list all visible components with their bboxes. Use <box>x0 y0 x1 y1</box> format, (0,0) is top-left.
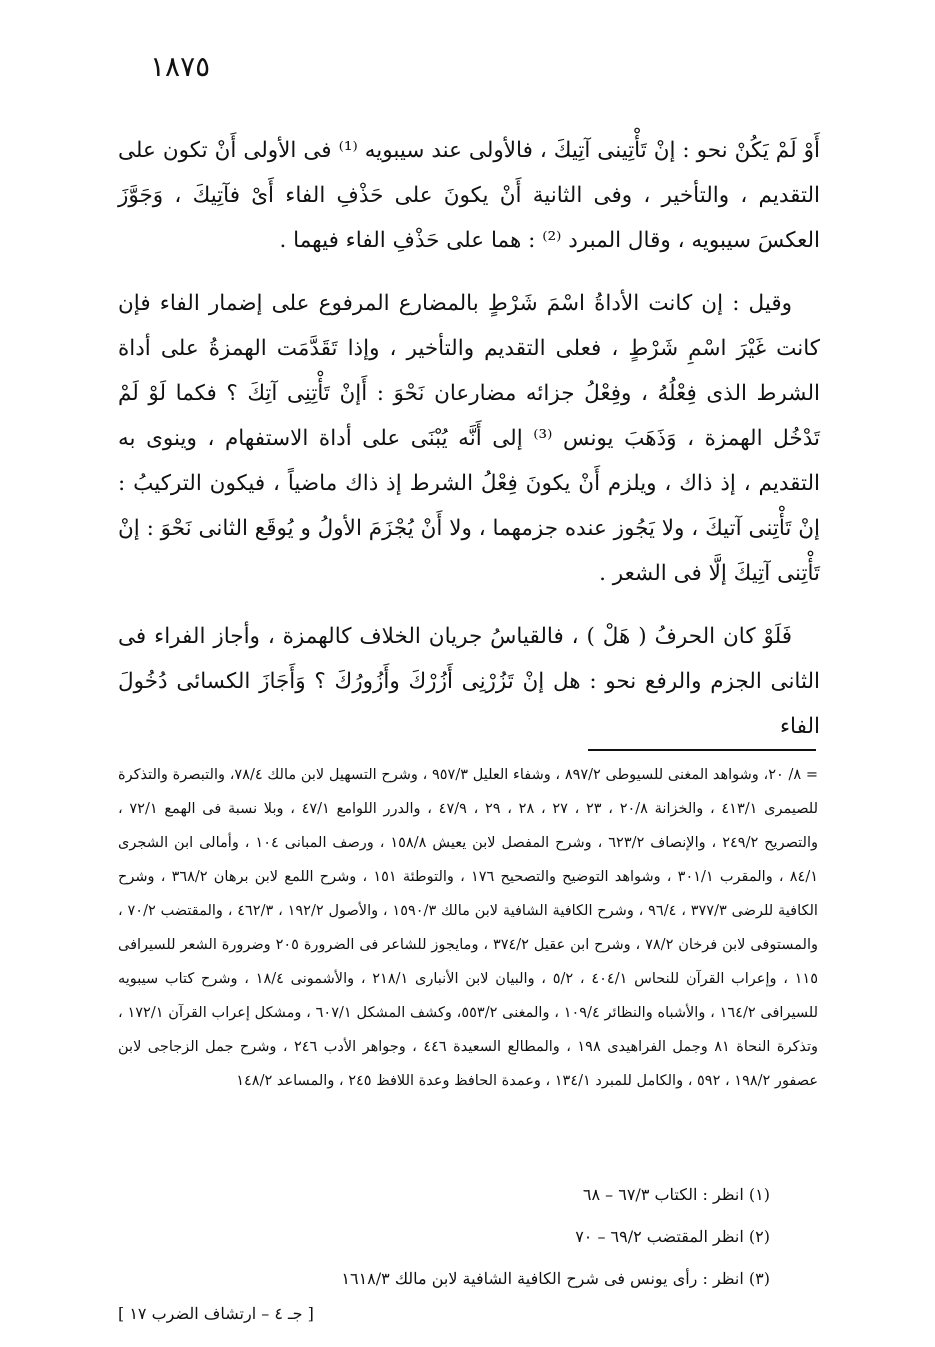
sources-continuation: = ٨/ ٢٠، وشواهد المغنى للسيوطى ٨٩٧/٢ ، وشفاء العليل ٩٥٧/٣ ، وشرح التسهيل لابن مالك ٧٨/٤، والتبصرة والتذكرة للصيمرى ٤١٣/١ ، والخزانة ٢٠/٨ ، ٢٣ ، ٢٧ ، ٢٨ ، ٢٩ ، ٤٧/٩ ، والدرر اللوامع ٤٧/١ ، وبلا نسبة فى الهمع ٧٢/١ ، والتصريح ٢٤٩/٢ ، والإنصاف ٦٢٣/٢ ، وشرح المفصل لابن يعيش ١٥٨/٨ ، ورصف المبانى ١٠٤ ، وأمالى ابن الشجرى ٨٤/١ ، والمقرب ٣٠١/١ ، وشواهد التوضيح والتصحيح ١٧٦ ، والتوطئة ١٥١ ، وشرح اللمع لابن برهان ٣٦٨/٢ ، وشرح الكافية للرضى ٣٧٧/٣ ، ٩٦/٤ ، وشرح الكافية الشافية لابن مالك ١٥٩٠/٣ ، والأصول ١٩٢/٢ ، ٤٦٢/٣ ، والمقتضب ٧٠/٢ ، والمستوفى لابن فرخان ٧٨/٢ ، وشرح ابن عقيل ٣٧٤/٢ ، ومايجوز للشاعر فى الضرورة ٢٠٥ وضرورة الشعر للسيرافى ١١٥ ، وإعراب القرآن للنحاس ٤٠٤/١ ، ٥/٢ ، والبيان لابن الأنبارى ٢١٨/١ ، والأشمونى ١٨/٤ ، وشرح كتاب سيبويه للسيرافى ١٦٤/٢ ، والأشباه والنظائر ١٠٩/٤ ، والمغنى ٥٥٣/٢، وكشف المشكل ٦٠٧/١ ، ومشكل إعراب القرآن ١٧٢/١ ، وتذكرة النحاة ٨١ وجمل الفراهيدى ١٩٨ ، والمطالع السعيدة ٤٤٦ ، وجواهر الأدب ٢٤٦ ، وشرح جمل الزجاجى لابن عصفور ١٩٨/٢ ، ٥٩٢ ، والكامل للمبرد ١٣٤/١ ، وعمدة الحافظ وعدة اللافظ ٢٤٥ ، والمساعد ١٤٨/٢ <box>118 767 819 1089</box>
signature-mark: [ جـ ٤ – ارتشاف الضرب ١٧ ] <box>118 1304 314 1323</box>
footnote-separator <box>588 749 816 751</box>
footnote-3: (٣) انظر : رأى يونس فى شرح الكافية الشافية لابن مالك ١٦١٨/٣ <box>341 1269 770 1288</box>
footnote-1: (١) انظر : الكتاب ٦٧/٣ – ٦٨ <box>582 1185 770 1204</box>
footnote-2: (٢) انظر المقتضب ٦٩/٢ – ٧٠ <box>575 1227 770 1246</box>
footnotes <box>250 1174 770 1300</box>
main-text <box>118 128 820 767</box>
paragraph-2: وقيل : إن كانت الأداةُ اسْمَ شَرْطٍ بالمضارع المرفوع على إضمار الفاء فإن كانت غَيْرَ اسْمِ شَرْطٍ ، فعلى التقديم والتأخير ، وإذا تَقَدَّمَت الهمزةُ على أداة الشرط الذى فِعْلُهُ ، وفِعْلُ جزائه مضارعان نَحْوَ : أَإنْ تَأْتِنِى آتِكَ ؟ فكما لَوْ لَمْ تَدْخُل الهمزة ، وَذَهَبَ يونس ⁽³⁾ إلى أَنَّه يُبْنَى على أداة الاستفهام ، وينوى به التقديم ، إذ ذاك ، ويلزم أَنْ يكونَ فِعْلُ الشرط إذ ذاك ماضياً ، فيكون التركيبُ : إنْ تَأْتِنى آتيكَ ، ولا يَجُوز عنده جزمهما ، ولا أَنْ يُجْزَمَ الأولُ و يُوقَع الثانى نَحْوَ : إنْ تَأْتِنى آتِيكَ إلَّا فى الشعر . <box>118 291 820 586</box>
paragraph-3: فَلَوْ كان الحرفُ ( هَلْ ) ، فالقياسُ جريان الخلاف كالهمزة ، وأجاز الفراء فى الثانى الجزم والرفع نحو : هل إنْ تَزُرْنِى أَزُرْكَ وأَزُورُكَ ؟ وَأَجَازَ الكسائى دُخُولَ الفاء <box>118 624 820 739</box>
paragraph-1: أَوْ لَمْ يَكُنْ نحو : إنْ تَأْتِينى آتِيكَ ، فالأولى عند سيبويه ⁽¹⁾ فى الأولى أَنْ تكون على التقديم ، والتأخير ، وفى الثانية أَنْ يكونَ على حَذْفِ الفاء أَىْ فآتِيكَ ، وَجَوَّزَ العكسَ سيبويه ، وقال المبرد ⁽²⁾ : هما على حَذْفِ الفاء فيهما . <box>118 138 821 253</box>
page-number: ١٨٧٥ <box>150 50 211 83</box>
